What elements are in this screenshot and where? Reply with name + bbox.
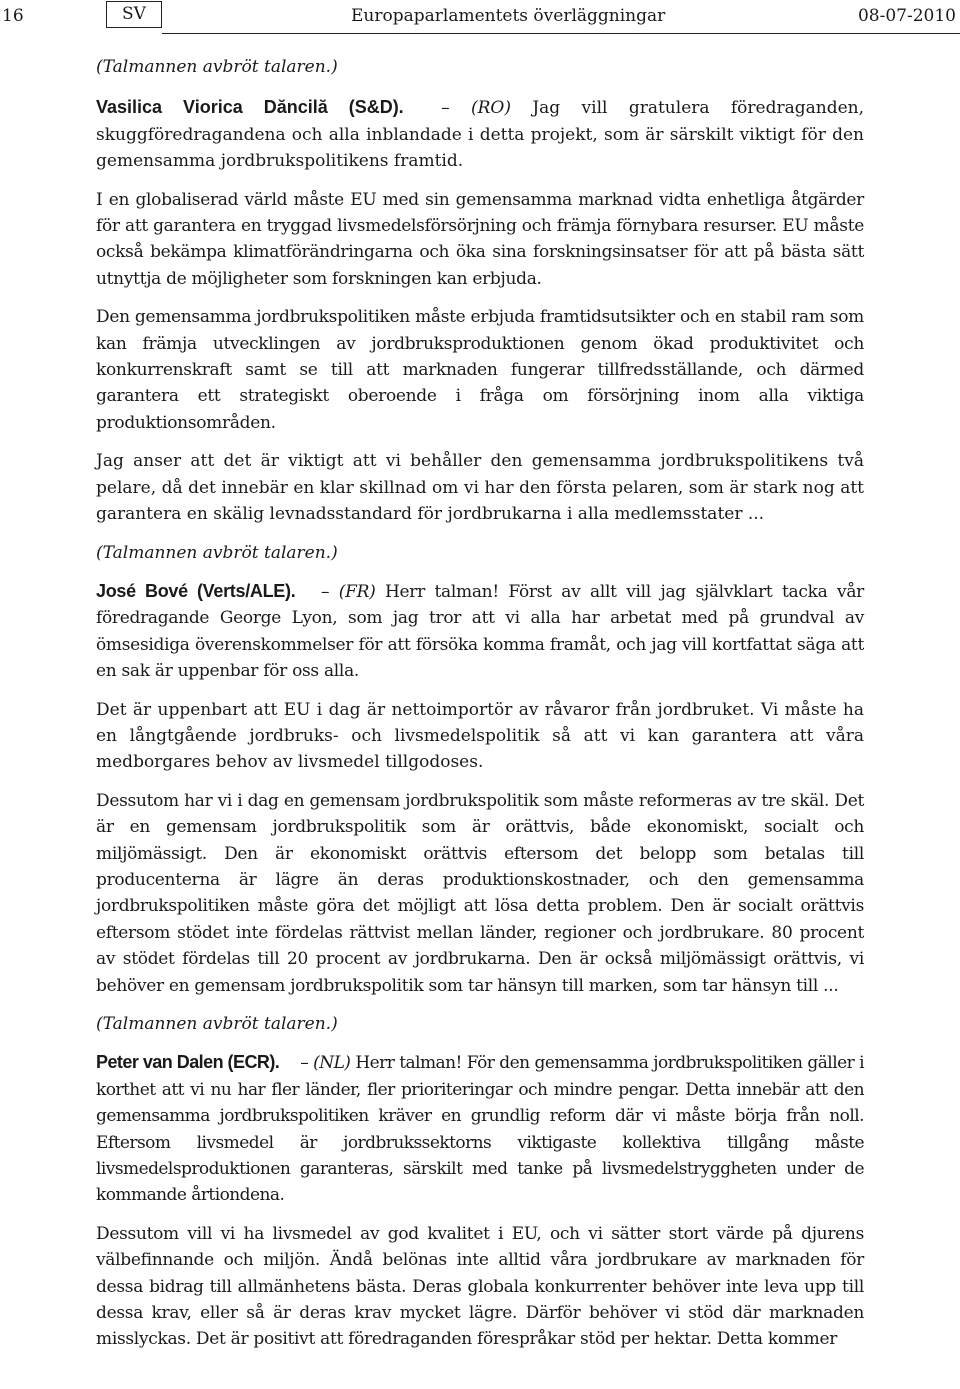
publication-date: 08-07-2010: [857, 6, 956, 26]
speech-paragraph: I en globaliserad värld måste EU med sin gemensamma marknad vidta enhetliga åtgärder för att garantera en tryggad livsmedelsförsörjning och främja förnybara resurser. EU måste också bekämpa klimatförändringarna och öka sina forskningsinsatser för att på bästa sätt utnyttja de möjligheter som forskningen kan erbjuda.: [96, 189, 864, 289]
speech-paragraph: Dessutom vill vi ha livsmedel av god kvalitet i EU, och vi sätter stort värde på djurens välbefinnande och miljön. Ändå belönas inte alltid våra jordbrukare av marknaden för dessa bidrag till allmänhetens bästa. Deras globala konkurrenter behöver inte leva upp till dessa krav, eller så är deras krav mycket lägre. Därför behöver vi stöd där marknaden misslyckas. Det är positivt att föredraganden förespråkar stöd per hektar. Detta kommer: [96, 1223, 864, 1350]
speech-paragraph: Det är uppenbart att EU i dag är nettoimportör av råvaror från jordbruket. Vi måste ha en långtgående jordbruks- och livsmedelspolitik så att vi kan garantera att våra medborgares behov av livsmedel tillgodoses.: [96, 699, 864, 773]
speaker-name: Peter van Dalen (ECR).: [96, 1052, 280, 1073]
speaker-name: José Bové (Verts/ALE).: [96, 580, 296, 601]
speech-dash: –: [441, 98, 450, 119]
header-rule: [162, 33, 960, 34]
speech-text: Herr talman! Först av allt vill jag självklart tacka vår föredragande George Lyon, som jag tror att vi alla har arbetat med på grundval av ömsesidiga överenskommelser för att försöka komma framåt, och jag vill kortfattat säga att en sak är uppenbar för oss alla.: [96, 581, 864, 682]
language-code: (RO): [470, 98, 511, 119]
speaker-name: Vasilica Viorica Dăncilă (S&D).: [96, 97, 404, 118]
speech-paragraph: Dessutom har vi i dag en gemensam jordbrukspolitik som måste reformeras av tre skäl. Det är en gemensam jordbrukspolitik som är orättvis, både ekonomiskt, socialt och miljömässigt. Den är ekonomiskt orättvis eftersom det belopp som betalas till producenterna är lägre än deras produktionskostnader, och den gemensamma jordbrukspolitiken måste göra det möjligt att lösa detta problem. Den är socialt orättvis eftersom stödet inte fördelas rättvist mellan länder, regioner och jordbrukare. 80 procent av stödet fördelas till 20 procent av jordbrukarna. Den är också miljömässigt orättvis, vi behöver en gemensam jordbrukspolitik som tar hänsyn till marken, som tar hänsyn till ...: [96, 790, 864, 996]
speech-text: Herr talman! För den gemensamma jordbrukspolitiken gäller i korthet att vi nu har fler länder, fler prioriteringar och mindre pengar. Detta innebär att den gemensamma jordbrukspolitiken kräver en grundlig reform där vi måste börja från noll. Eftersom livsmedel är jordbrukssektorns viktigaste kollektiva tillgång måste livsmedelsproduktionen garanteras, särskilt med tanke på livsmedelstryggheten under de kommande årtiondena.: [96, 1053, 865, 1206]
language-code: (FR): [338, 581, 376, 602]
speech-text: Jag vill gratulera föredraganden, skuggföredragandena och alla inblandade i detta projekt, som är särskilt viktigt för den gemensamma jordbrukspolitikens framtid.: [96, 98, 865, 172]
speech-paragraph: [96, 578, 864, 685]
language-badge: SV: [106, 1, 162, 28]
speech-dash: –: [320, 581, 330, 602]
speech-paragraph: Den gemensamma jordbrukspolitiken måste erbjuda framtidsutsikter och en stabil ram som kan främja utvecklingen av jordbruksproduktionen genom ökad produktivitet och konkurrenskraft samt se till att marknaden fungerar tillfredsställande, och därmed garantera ett strategiskt oberoende i fråga om försörjning inom alla viktiga produktionsområden.: [96, 307, 864, 433]
page-number: 16: [2, 6, 24, 26]
speech-paragraph: Jag anser att det är viktigt att vi behåller den gemensamma jordbrukspolitikens två pelare, då det innebär en klar skillnad om vi har den första pelaren, som är stark nog att garantera en skälig levnadsstandard för jordbrukarna i alla medlemsstater ...: [96, 451, 864, 525]
interruption-note: (Talmannen avbröt talaren.): [96, 57, 338, 77]
publication-title: Europaparlamentets överläggningar: [351, 6, 666, 26]
speech-paragraph: [96, 94, 864, 174]
speech-dash: –: [300, 1053, 309, 1074]
language-code: (NL): [313, 1053, 351, 1074]
interruption-note: (Talmannen avbröt talaren.): [96, 1014, 338, 1034]
debate-content: [96, 54, 864, 1353]
speech-paragraph: [96, 1049, 864, 1208]
page-header: [0, 0, 960, 34]
interruption-note: (Talmannen avbröt talaren.): [96, 542, 338, 563]
